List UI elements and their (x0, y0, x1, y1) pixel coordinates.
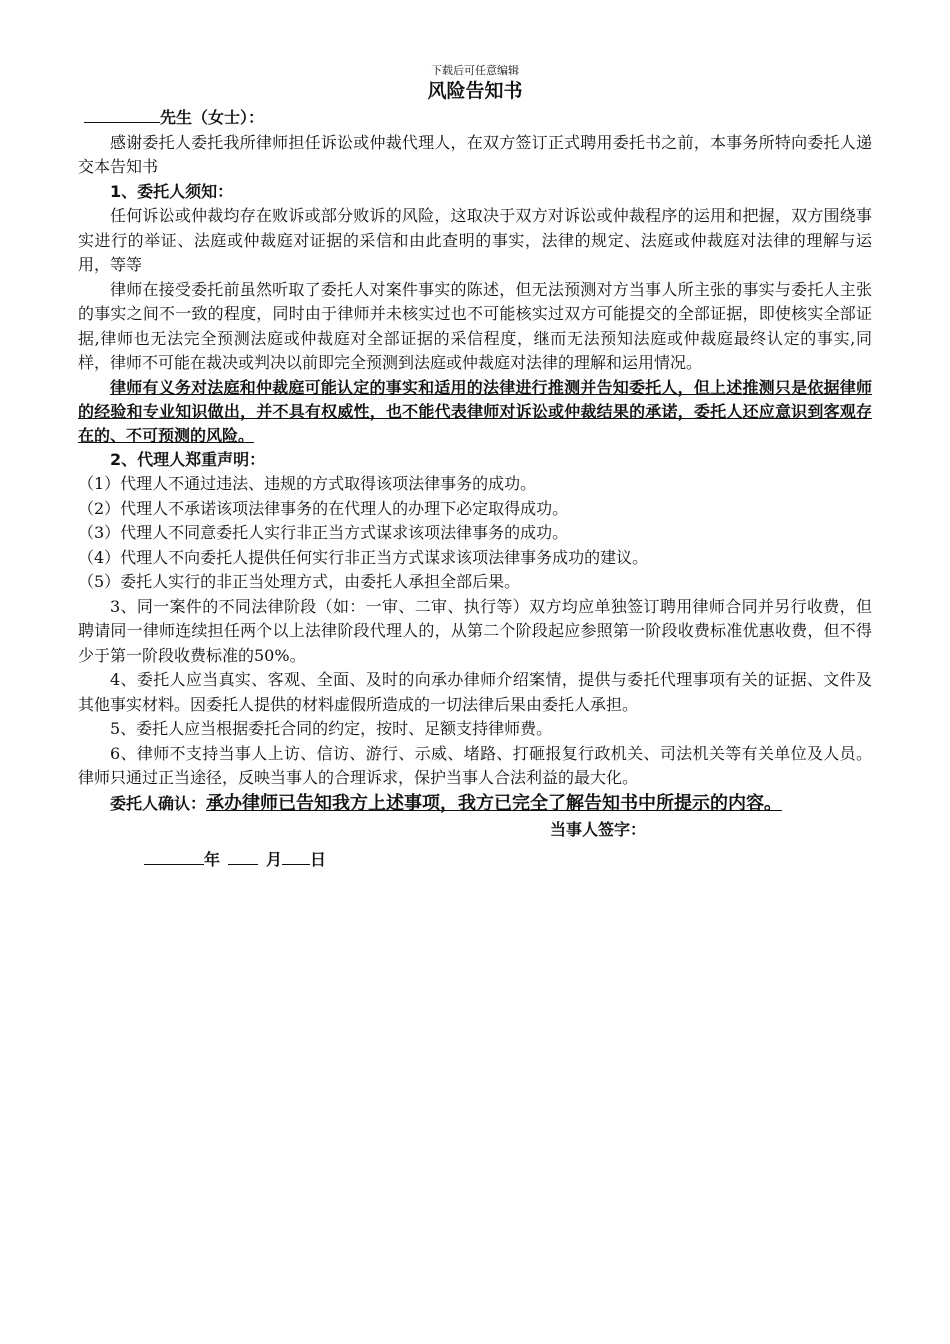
header-note: 下载后可任意编辑 (431, 64, 519, 77)
section1-paragraph-1: 任何诉讼或仲裁均存在败诉或部分败诉的风险，这取决于双方对诉讼或仲裁程序的运用和把握，双方围绕事实进行的举证、法庭或仲裁庭对证据的采信和由此查明的事实，法律的规定、法庭或仲裁庭对法律的理解与运用，等等 (78, 206, 872, 274)
section1-paragraph-2: 律师在接受委托前虽然听取了委托人对案件事实的陈述，但无法预测对方当事人所主张的事实与委托人主张的事实之间不一致的程度，同时由于律师并未核实过也不可能核实过双方可能提交的全部证据，即使核实全部证据,律师也无法完全预测法庭或仲裁庭对全部证据的采信程度，继而无法预知法庭或仲裁庭最终认定的事实,同样，律师不可能在裁决或判决以前即完全预测到法庭或仲裁庭对法律的理解和运用情况。 (78, 279, 872, 372)
declaration-item-1: （1）代理人不通过违法、违规的方式取得该项法律事务的成功。 (78, 474, 537, 493)
item-4-paragraph: 4、委托人应当真实、客观、全面、及时的向承办律师介绍案情，提供与委托代理事项有关的证据、文件及其他事实材料。因委托人提供的材料虚假所造成的一切法律后果由委托人承担。 (78, 670, 872, 714)
item-6-paragraph: 6、律师不支持当事人上访、信访、游行、示威、堵路、打砸报复行政机关、司法机关等有关单位及人员。律师只通过正当途径，反映当事人的合理诉求，保护当事人合法利益的最大化。 (78, 743, 872, 787)
signature-label: 当事人签字： (550, 819, 647, 839)
section2-heading: 2、代理人郑重声明： (110, 449, 266, 469)
declaration-item-3: （3）代理人不同意委托人实行非正当方式谋求该项法律事务的成功。 (78, 523, 569, 542)
item-3-paragraph: 3、同一案件的不同法律阶段（如：一审、二审、执行等）双方均应单独签订聘用律师合同并另行收费，但聘请同一律师连续担任两个以上法律阶段代理人的，从第二个阶段起应参照第一阶段收费标准优惠收费，但不得少于第一阶段收费标准的50%。 (78, 596, 872, 665)
document-title: 风险告知书 (427, 80, 523, 102)
document-body (78, 64, 872, 873)
confirmation-label: 委托人确认： (110, 793, 207, 813)
name-blank[interactable] (84, 106, 160, 123)
day-blank[interactable] (282, 848, 310, 865)
date-line (78, 848, 872, 873)
declaration-item-2: （2）代理人不承诺该项法律事务的在代理人的办理下必定取得成功。 (78, 498, 569, 518)
intro-paragraph: 感谢委托人委托我所律师担任诉讼或仲裁代理人，在双方签订正式聘用委托书之前，本事务所特向委托人递交本告知书 (78, 132, 872, 176)
declaration-item-5: （5）委托人实行的非正当处理方式，由委托人承担全部后果。 (78, 572, 521, 591)
section1-emphasis: 律师有义务对法庭和仲裁庭可能认定的事实和适用的法律进行推测并告知委托人，但上述推测只是依据律师的经验和专业知识做出，并不具有权威性，也不能代表律师对诉讼或仲裁结果的承诺，委托人还应意识到客观存在的、不可预测的风险。 (78, 377, 872, 445)
confirmation-text: 承办律师已告知我方上述事项，我方已完全了解告知书中所提示的内容。 (206, 792, 783, 814)
month-label: 月 (266, 850, 283, 869)
confirmation-line (78, 791, 872, 816)
salutation-line (78, 106, 872, 131)
salutation-text: 先生（女士）： (160, 108, 265, 127)
year-label: 年 (204, 850, 221, 869)
year-blank[interactable] (144, 848, 204, 865)
day-label: 日 (310, 850, 327, 869)
month-blank[interactable] (228, 848, 258, 865)
section1-heading: 1、委托人须知： (110, 181, 234, 201)
declaration-item-4: （4）代理人不向委托人提供任何实行非正当方式谋求该项法律事务成功的建议。 (78, 547, 649, 567)
item-5-paragraph: 5、委托人应当根据委托合同的约定，按时、足额支持律师费。 (110, 719, 553, 738)
